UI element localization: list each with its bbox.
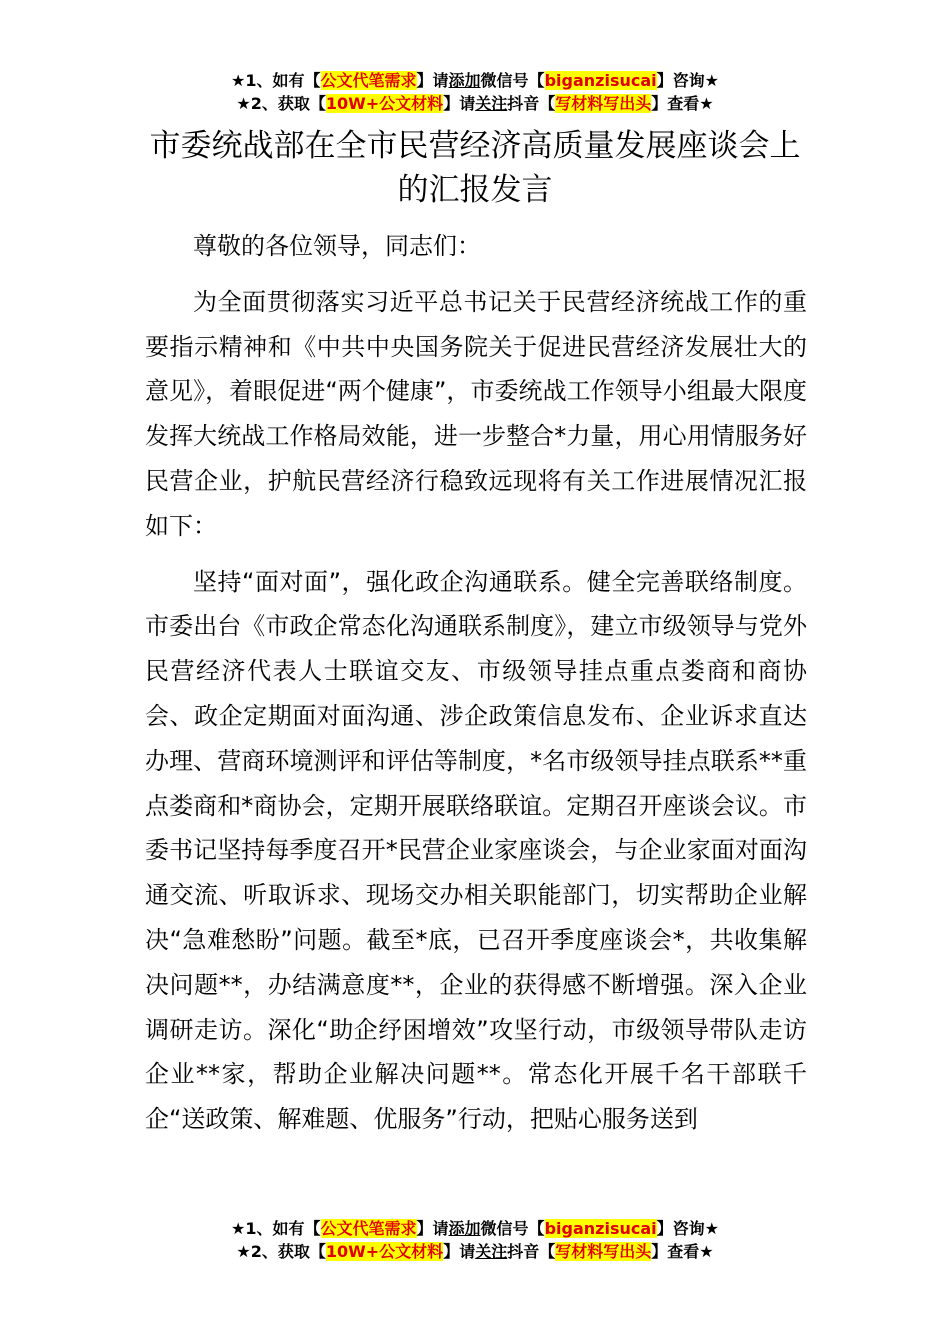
banner-text: 】咨询★	[656, 71, 719, 90]
header-banner	[0, 70, 950, 116]
banner-underlined: 添加	[448, 71, 481, 90]
footer-banner	[0, 1218, 950, 1264]
banner-highlight: 公文代笔需求	[320, 1219, 417, 1238]
banner-highlight: biganzisucai	[544, 1219, 657, 1238]
banner-text: 】请	[416, 71, 449, 90]
banner-text: ★1、如有【	[231, 71, 321, 90]
banner-line-1	[0, 1218, 950, 1241]
banner-underlined: 添加	[448, 1219, 481, 1238]
banner-text: 微信号【	[480, 1219, 545, 1238]
banner-text: 抖音【	[507, 94, 556, 113]
banner-text: 】咨询★	[656, 1219, 719, 1238]
banner-text: 】查看★	[651, 94, 714, 113]
banner-text: ★2、获取【	[236, 94, 326, 113]
greeting: 尊敬的各位领导，同志们：	[193, 232, 481, 260]
banner-text: 】请	[443, 1242, 476, 1261]
banner-text: 】请	[443, 94, 476, 113]
document-title: 市委统战部在全市民营经济高质量发展座谈会上的汇报发言	[149, 128, 801, 208]
banner-text: 】请	[416, 1219, 449, 1238]
banner-line-1	[0, 70, 950, 93]
banner-text: 微信号【	[480, 71, 545, 90]
banner-underlined: 关注	[475, 1242, 508, 1261]
intro-paragraph: 为全面贯彻落实习近平总书记关于民营经济统战工作的重要指示精神和《中共中央国务院关于促进民营经济发展壮大的意见》，着眼促进“两个健康”，市委统战工作领导小组最大限度发挥大统战工作格局效能，进一步整合*力量，用心用情服务好民营企业，护航民营经济行稳致远现将有关工作进展情况汇报如下：	[145, 287, 807, 540]
banner-text: ★1、如有【	[231, 1219, 321, 1238]
section-paragraph: 坚持“面对面”，强化政企沟通联系。健全完善联络制度。市委出台《市政企常态化沟通联系制度》，建立市级领导与党外民营经济代表人士联谊交友、市级领导挂点重点娄商和商协会、政企定期面对面沟通、涉企政策信息发布、企业诉求直达办理、营商环境测评和评估等制度，*名市级领导挂点联系**重点娄商和*商协会，定期开展联络联谊。定期召开座谈会议。市委书记坚持每季度召开*民营企业家座谈会，与企业家面对面沟通交流、听取诉求、现场交办相关职能部门，切实帮助企业解决“急难愁盼”问题。截至*底，已召开季度座谈会*，共收集解决问题**，办结满意度**，企业的获得感不断增强。深入企业调研走访。深化“助企纾困增效”攻坚行动，市级领导带队走访企业**家，帮助企业解决问题**。常态化开展千名干部联千企“送政策、解难题、优服务”行动，把贴心服务送到	[145, 567, 807, 1134]
banner-highlight: 写材料写出头	[555, 94, 652, 113]
banner-text: 】查看★	[651, 1242, 714, 1261]
banner-highlight: 10W+公文材料	[325, 94, 444, 113]
banner-highlight: biganzisucai	[544, 71, 657, 90]
banner-text: ★2、获取【	[236, 1242, 326, 1261]
banner-highlight: 写材料写出头	[555, 1242, 652, 1261]
banner-text: 抖音【	[507, 1242, 556, 1261]
banner-line-2	[0, 1241, 950, 1264]
banner-underlined: 关注	[475, 94, 508, 113]
banner-highlight: 公文代笔需求	[320, 71, 417, 90]
banner-line-2	[0, 93, 950, 116]
banner-highlight: 10W+公文材料	[325, 1242, 444, 1261]
document-body	[145, 224, 807, 1142]
